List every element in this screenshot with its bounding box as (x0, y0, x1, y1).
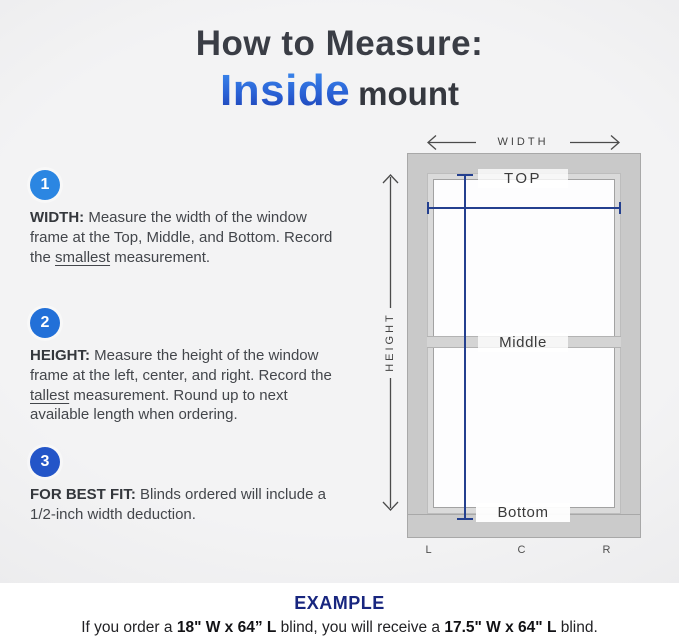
step-1-text (30, 208, 338, 267)
step-1-underlined-word: smallest (55, 248, 111, 266)
example-text (0, 619, 679, 637)
title-highlight-inside: Inside (220, 66, 351, 115)
step-1-number-badge: 1 (30, 170, 60, 200)
step-2-underlined-word: tallest (30, 386, 70, 404)
example-footer (0, 583, 679, 642)
title-line-1: How to Measure: (195, 24, 484, 63)
example-bold-received-size: 17.5" W x 64" L (444, 619, 557, 636)
position-label-top: TOP (478, 169, 568, 188)
step-3-best-fit (30, 447, 350, 525)
page-title (0, 24, 679, 116)
step-1-text-after: measurement. (110, 248, 211, 266)
step-3-number-badge: 3 (30, 447, 60, 477)
title-suffix-mount: mount (358, 75, 459, 112)
step-2-text-before: Measure the height of the window frame at the left, center, and right. Record the (30, 347, 332, 384)
title-line-2 (0, 66, 679, 116)
example-heading: EXAMPLE (294, 593, 385, 613)
step-3-text-before: Blinds ordered will include a 1/2-inch width deduction. (30, 486, 326, 523)
window-pane-top (433, 179, 615, 337)
step-2-text-after: measurement. Round up to next available length when ordering. (30, 386, 288, 424)
example-text-middle: blind, you will receive a (276, 619, 445, 636)
step-1-label: WIDTH: (30, 209, 85, 226)
step-2-height (30, 308, 350, 425)
step-1-width (30, 170, 350, 267)
width-dimension-label: WIDTH (497, 136, 549, 148)
position-label-middle: Middle (478, 333, 568, 352)
step-3-label: FOR BEST FIT: (30, 486, 136, 503)
axis-label-left: L (425, 544, 433, 556)
step-1-text-before: Measure the width of the window frame at the Top, Middle, and Bottom. Record the (30, 209, 333, 266)
example-text-after: blind. (556, 619, 598, 636)
example-text-before: If you order a (81, 619, 177, 636)
position-label-bottom: Bottom (476, 503, 570, 522)
step-2-text (30, 346, 338, 425)
step-2-label: HEIGHT: (30, 347, 90, 364)
window-pane-bottom (433, 347, 615, 508)
axis-label-right: R (602, 544, 612, 556)
axis-label-center: C (517, 544, 527, 556)
example-bold-ordered-size: 18" W x 64” L (176, 619, 277, 636)
step-2-number-badge: 2 (30, 308, 60, 338)
step-3-text (30, 485, 338, 525)
height-dimension-label: HEIGHT (384, 312, 396, 372)
